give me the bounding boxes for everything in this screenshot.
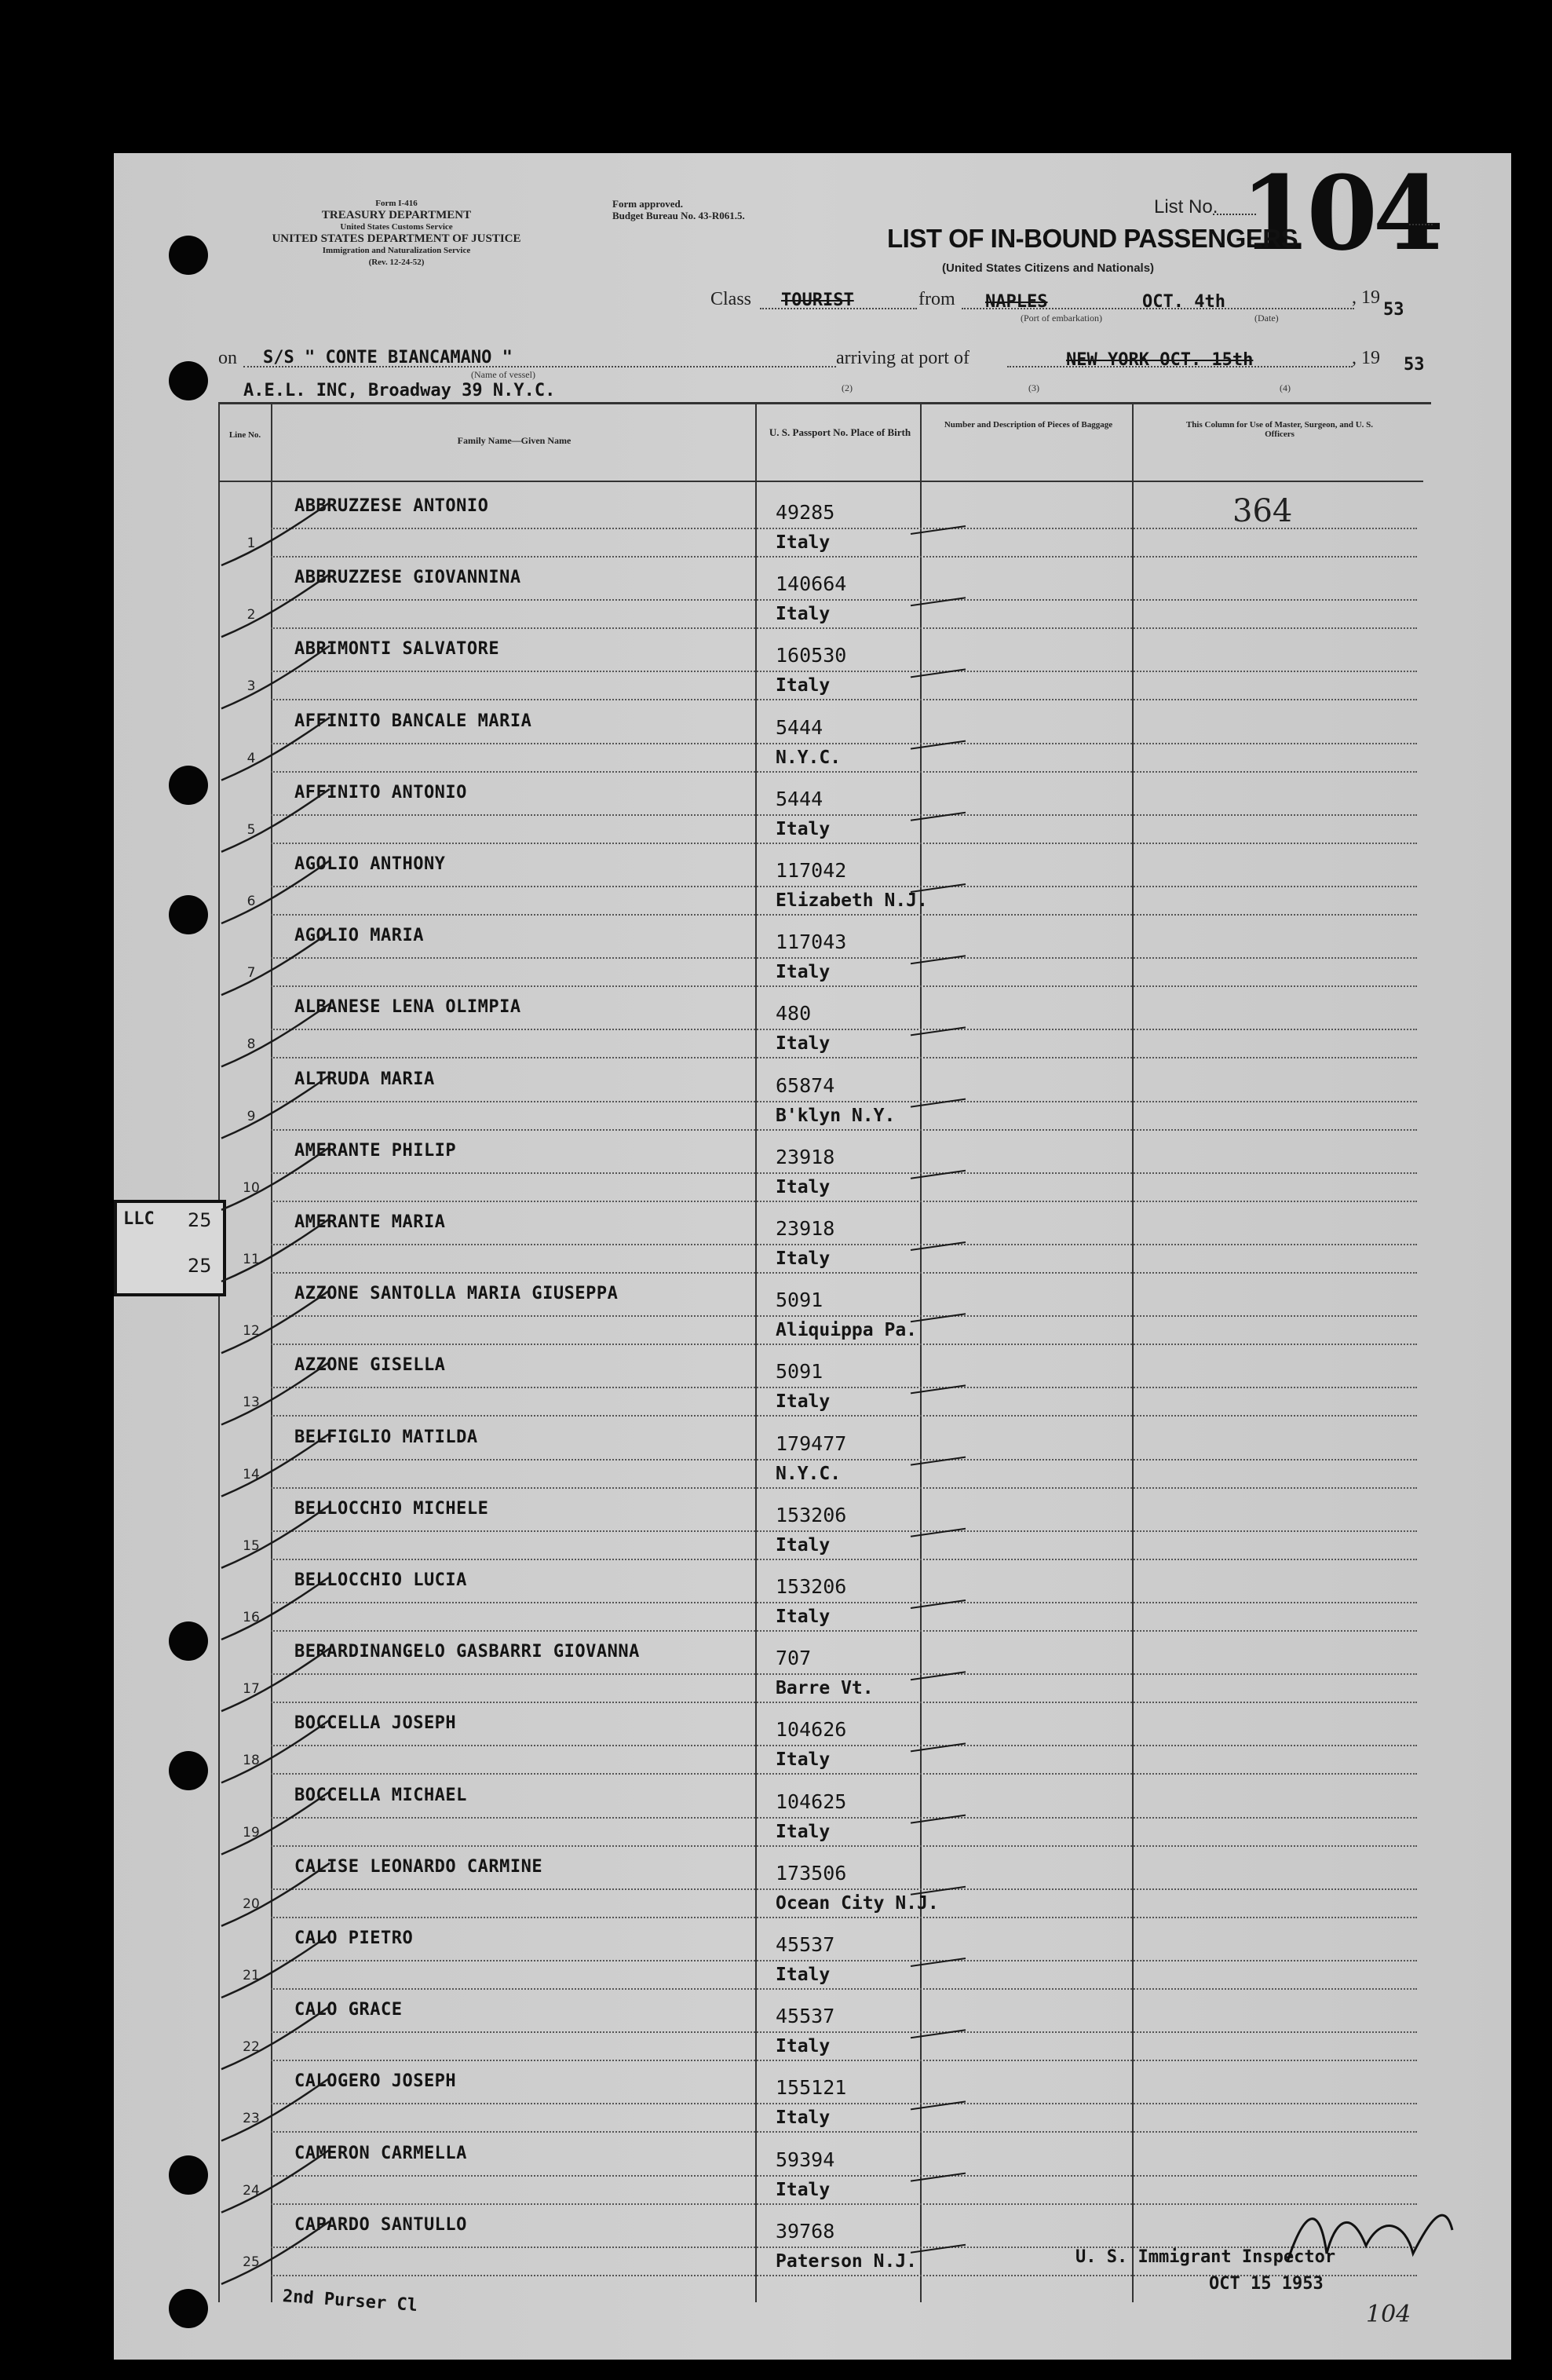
place-of-birth: Italy [776, 1534, 831, 1556]
line-check-stroke [221, 718, 330, 781]
baggage-tick-stroke [911, 2245, 966, 2253]
passport-number: 117042 [776, 859, 847, 882]
line-check-stroke [221, 645, 330, 708]
arrival-value: NEW YORK OCT. 15th [1066, 350, 1254, 370]
baggage-tick-stroke [911, 1314, 966, 1322]
passport-number: 155121 [776, 2076, 847, 2100]
line-number: 10 [243, 1179, 260, 1196]
list-number: 104 [1240, 153, 1440, 273]
baggage-tick-stroke [911, 526, 966, 534]
form-approved-text: Form approved. [612, 198, 684, 210]
line-check-stroke [221, 2150, 330, 2213]
passport-number: 49285 [776, 501, 835, 524]
place-of-birth: Italy [776, 962, 831, 983]
agent-line: A.E.L. INC, Broadway 39 N.Y.C. [243, 381, 556, 400]
line-number: 8 [246, 1036, 256, 1053]
passport-number: 104626 [776, 1718, 847, 1742]
baggage-tick-stroke [911, 1457, 966, 1465]
place-of-birth: Italy [776, 2036, 831, 2057]
place-of-birth: Italy [776, 2179, 831, 2200]
baggage-tick-stroke [911, 1529, 966, 1537]
page-title: LIST OF IN-BOUND PASSENGERS [887, 224, 1298, 253]
passport-number: 173506 [776, 1861, 847, 1885]
passenger-name: BOCCELLA JOSEPH [294, 1713, 457, 1734]
line-number: 6 [246, 894, 256, 909]
baggage-tick-stroke [911, 1171, 966, 1179]
baggage-tick-stroke [911, 741, 966, 749]
passenger-name: ALBANESE LENA OLIMPIA [294, 997, 521, 1018]
passport-number: 59394 [776, 2148, 835, 2171]
line-check-stroke [221, 1219, 330, 1281]
inspector-signature [1287, 2215, 1452, 2261]
line-check-stroke [221, 932, 330, 995]
line-check-stroke [221, 1147, 330, 1210]
place-of-birth: B'klyn N.Y. [776, 1105, 896, 1126]
class-label: Class [710, 289, 752, 309]
passenger-name: ALTRUDA MARIA [294, 1069, 435, 1089]
baggage-tick-stroke [911, 1385, 966, 1393]
line-check-stroke [221, 1290, 330, 1353]
place-of-birth: Elizabeth N.J. [776, 890, 928, 911]
line-number: 20 [243, 1896, 260, 1912]
baggage-tick-stroke [911, 813, 966, 821]
baggage-tick-stroke [911, 1600, 966, 1608]
passenger-name: BERARDINANGELO GASBARRI GIOVANNA [294, 1642, 640, 1662]
date-caption: (Date) [1254, 313, 1279, 324]
baggage-tick-stroke [911, 598, 966, 605]
passport-number: 23918 [776, 1145, 835, 1168]
place-of-birth: Ocean City N.J. [776, 1892, 939, 1914]
handwritten-count: 364 [1232, 493, 1293, 529]
passport-number: 707 [776, 1647, 812, 1670]
line-check-stroke [221, 1648, 330, 1711]
form-number: Form I-416 [375, 199, 418, 208]
class-value: TOURIST [781, 291, 854, 310]
baggage-tick-stroke [911, 2030, 966, 2038]
passenger-name: BELLOCCHIO MICHELE [294, 1498, 489, 1519]
passport-number: 45537 [776, 1933, 835, 1956]
stamp-label: LLC [123, 1209, 155, 1229]
line-check-stroke [221, 2078, 330, 2141]
place-of-birth: Italy [776, 1821, 831, 1842]
line-check-stroke [221, 861, 330, 923]
passport-number: 179477 [776, 1431, 847, 1455]
passport-number: 140664 [776, 572, 847, 596]
line-check-stroke [221, 1792, 330, 1855]
passport-number: 39768 [776, 2219, 835, 2243]
line-check-stroke [221, 789, 330, 852]
passenger-name: ABBRUZZESE ANTONIO [294, 496, 489, 516]
passport-number: 65874 [776, 1073, 835, 1097]
passport-number: 153206 [776, 1503, 847, 1526]
vessel-name: S/S " CONTE BIANCAMANO " [263, 348, 513, 367]
passenger-name: CALISE LEONARDO CARMINE [294, 1856, 543, 1877]
page-subtitle: (United States Citizens and Nationals) [942, 261, 1155, 275]
line-number: 13 [243, 1395, 260, 1411]
line-number: 17 [243, 1681, 260, 1698]
place-of-birth: Italy [776, 1965, 831, 1985]
place-of-birth: Italy [776, 1033, 831, 1055]
passport-number: 5091 [776, 1289, 823, 1312]
passenger-name: ABBRUZZESE GIOVANNINA [294, 568, 521, 588]
baggage-tick-stroke [911, 1027, 966, 1035]
line-number: 15 [243, 1537, 260, 1554]
arriving-label: arriving at port of [836, 348, 970, 368]
line-number: 18 [243, 1753, 260, 1769]
passenger-name: CALO GRACE [294, 2000, 403, 2020]
line-check-stroke [221, 1362, 330, 1424]
passenger-name: CAPARDO SANTULLO [294, 2214, 467, 2235]
passport-number: 5444 [776, 715, 823, 739]
line-number: 9 [246, 1108, 256, 1124]
treasury-dept: TREASURY DEPARTMENT [321, 209, 472, 221]
passenger-name: BELLOCCHIO LUCIA [294, 1570, 467, 1590]
passenger-name: CALOGERO JOSEPH [294, 2071, 457, 2092]
line-check-stroke [221, 1004, 330, 1066]
passenger-name: AMERANTE PHILIP [294, 1140, 457, 1161]
baggage-tick-stroke [911, 1743, 966, 1751]
place-of-birth: N.Y.C. [776, 747, 842, 768]
from-label: from [918, 289, 955, 309]
line-number: 12 [243, 1323, 260, 1340]
passenger-name: AFFINITO BANCALE MARIA [294, 711, 532, 731]
col-header-officers: This Column for Use of Master, Surgeon, and U. S. Officers [1185, 420, 1374, 439]
port-caption: (Port of embarkation) [1021, 313, 1102, 324]
year-value: 53 [1404, 355, 1425, 375]
col-number-4: (4) [1280, 382, 1291, 393]
line-number: 5 [246, 821, 256, 838]
baggage-tick-stroke [911, 1958, 966, 1966]
passenger-name: AGOLIO MARIA [294, 926, 424, 946]
passenger-name: AFFINITO ANTONIO [294, 782, 467, 802]
place-of-birth: Italy [776, 818, 831, 839]
place-of-birth: Italy [776, 2108, 831, 2129]
line-number: 7 [246, 965, 256, 982]
year-prefix: , 19 [1352, 287, 1380, 308]
place-of-birth: Aliquippa Pa. [776, 1320, 918, 1341]
baggage-tick-stroke [911, 2101, 966, 2109]
baggage-tick-stroke [911, 884, 966, 892]
place-of-birth: Italy [776, 604, 831, 625]
year-value: 53 [1383, 300, 1404, 320]
passport-number: 117043 [776, 930, 847, 954]
place-of-birth: N.Y.C. [776, 1463, 842, 1484]
passport-number: 45537 [776, 2005, 835, 2028]
line-number: 21 [243, 1968, 260, 1983]
line-number: 19 [243, 1824, 260, 1841]
line-check-stroke [221, 503, 330, 565]
customs-service: United States Customs Service [340, 222, 453, 232]
year-prefix: , 19 [1352, 348, 1380, 368]
list-no-label: List No. [1154, 196, 1218, 218]
line-number: 24 [243, 2182, 260, 2199]
passport-number: 23918 [776, 1217, 835, 1240]
justice-dept: UNITED STATES DEPARTMENT OF JUSTICE [272, 232, 521, 245]
departure-date: OCT. 4th [1142, 292, 1225, 312]
passenger-name: AZZONE GISELLA [294, 1355, 446, 1376]
revision: (Rev. 12-24-52) [368, 258, 425, 267]
place-of-birth: Barre Vt. [776, 1678, 874, 1699]
place-of-birth: Italy [776, 1391, 831, 1413]
stamp-value-2: 25 [188, 1255, 212, 1277]
budget-bureau: Budget Bureau No. 43-R061.5. [612, 210, 745, 221]
line-number: 2 [246, 607, 256, 623]
line-number: 14 [243, 1466, 260, 1482]
from-value: NAPLES [985, 292, 1048, 312]
col-header-name: Family Name—Given Name [457, 435, 572, 446]
baggage-tick-stroke [911, 956, 966, 963]
col-number-2: (2) [842, 382, 853, 393]
handwritten-page-no: 104 [1366, 2301, 1411, 2328]
line-number: 4 [246, 750, 256, 766]
line-check-stroke [221, 574, 330, 637]
passenger-name: ABRIMONTI SALVATORE [294, 639, 500, 660]
passport-number: 160530 [776, 644, 847, 667]
col-header-line: Line No. [228, 430, 261, 440]
col-number-3: (3) [1028, 382, 1039, 393]
inspection-date: OCT 15 1953 [1209, 2274, 1324, 2294]
baggage-tick-stroke [911, 669, 966, 677]
line-check-stroke [221, 2221, 330, 2284]
on-label: on [218, 348, 237, 368]
line-number: 11 [243, 1252, 260, 1267]
col-header-passport: U. S. Passport No. Place of Birth [769, 426, 911, 438]
baggage-tick-stroke [911, 2173, 966, 2181]
baggage-tick-stroke [911, 1887, 966, 1895]
line-check-stroke [221, 1505, 330, 1568]
place-of-birth: Italy [776, 1176, 831, 1197]
baggage-tick-stroke [911, 1099, 966, 1107]
passenger-name: CAMERON CARMELLA [294, 2143, 467, 2163]
place-of-birth: Italy [776, 1749, 831, 1771]
line-number: 22 [243, 2039, 260, 2056]
vessel-caption: (Name of vessel) [471, 369, 535, 380]
line-check-stroke [221, 2006, 330, 2069]
baggage-tick-stroke [911, 1672, 966, 1680]
passport-number: 5444 [776, 787, 823, 810]
stamp-value-1: 25 [188, 1209, 212, 1231]
line-check-stroke [221, 1434, 330, 1497]
line-number: 25 [243, 2254, 260, 2270]
place-of-birth: Italy [776, 1248, 831, 1269]
line-check-stroke [221, 1863, 330, 1926]
passenger-name: AZZONE SANTOLLA MARIA GIUSEPPA [294, 1284, 619, 1304]
passport-number: 104625 [776, 1790, 847, 1813]
passenger-name: BELFIGLIO MATILDA [294, 1427, 478, 1447]
purser-signature: 2nd Purser Cl [282, 2287, 418, 2316]
col-header-baggage: Number and Description of Pieces of Baggage [944, 420, 1113, 430]
line-number: 1 [246, 536, 256, 551]
line-number: 16 [243, 1610, 260, 1625]
line-number: 23 [243, 2111, 260, 2127]
passenger-name: CALO PIETRO [294, 1928, 414, 1948]
line-number: 3 [246, 678, 256, 695]
passenger-name: AMERANTE MARIA [294, 1212, 446, 1232]
baggage-tick-stroke [911, 1242, 966, 1250]
ins-service: Immigration and Naturalization Service [322, 246, 471, 255]
passport-number: 480 [776, 1002, 812, 1025]
passenger-name: BOCCELLA MICHAEL [294, 1785, 467, 1805]
inspector-stamp: U. S. Immigrant Inspector [1075, 2247, 1336, 2267]
passport-number: 153206 [776, 1575, 847, 1598]
place-of-birth: Italy [776, 532, 831, 553]
line-check-stroke [221, 1076, 330, 1139]
passenger-name: AGOLIO ANTHONY [294, 854, 446, 874]
line-check-stroke [221, 1577, 330, 1640]
line-check-stroke [221, 1720, 330, 1782]
baggage-tick-stroke [911, 1815, 966, 1823]
place-of-birth: Italy [776, 1607, 831, 1627]
passport-number: 5091 [776, 1360, 823, 1384]
line-check-stroke [221, 1935, 330, 1998]
place-of-birth: Paterson N.J. [776, 2250, 918, 2272]
place-of-birth: Italy [776, 675, 831, 696]
